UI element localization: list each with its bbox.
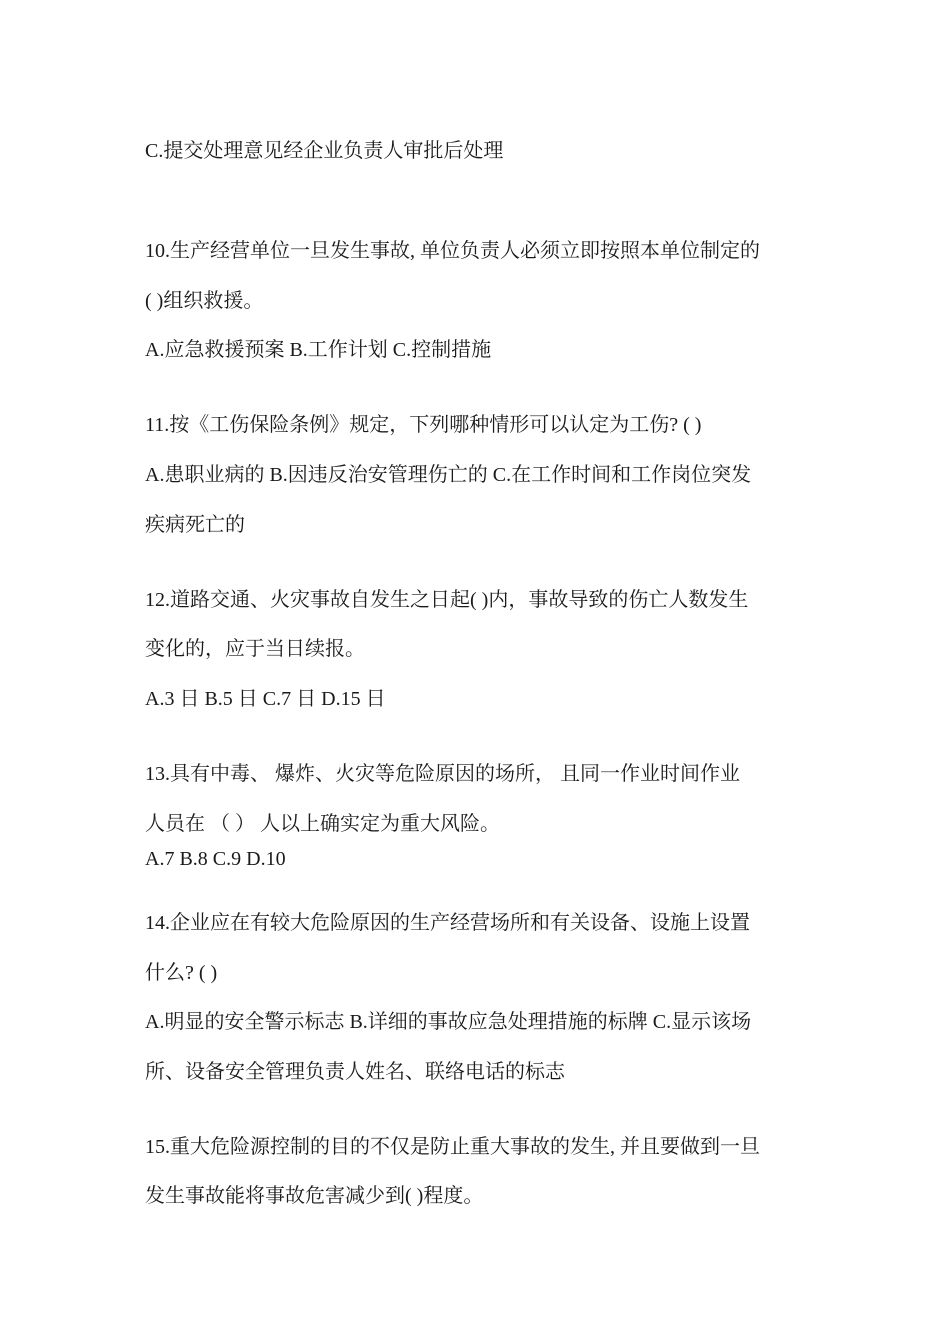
question-15-line-1: 15.重大危险源控制的目的不仅是防止重大事故的发生, 并且要做到一旦 (145, 1136, 760, 1158)
question-11-line-1: 11.按《工伤保险条例》规定，下列哪种情形可以认定为工伤? ( ) (145, 414, 702, 436)
question-14-line-1: 14.企业应在有较大危险原因的生产经营场所和有关设备、设施上设置 (145, 912, 750, 934)
question-12-options: A.3 日 B.5 日 C.7 日 D.15 日 (145, 688, 386, 710)
question-10-line-1: 10.生产经营单位一旦发生事故, 单位负责人必须立即按照本单位制定的 (145, 240, 760, 262)
question-14-options-line-2: 所、设备安全管理负责人姓名、联络电话的标志 (145, 1061, 565, 1083)
question-10-options: A.应急救援预案 B.工作计划 C.控制措施 (145, 339, 492, 361)
question-15-line-2: 发生事故能将事故危害减少到( )程度。 (145, 1185, 484, 1207)
question-14-options-line-1: A.明显的安全警示标志 B.详细的事故应急处理措施的标牌 C.显示该场 (145, 1011, 752, 1033)
text-line-1: C.提交处理意见经企业负责人审批后处理 (145, 140, 504, 162)
question-11-options-line-1: A.患职业病的 B.因违反治安管理伤亡的 C.在工作时间和工作岗位突发 (145, 464, 752, 486)
question-12-line-1: 12.道路交通、火灾事故自发生之日起( )内，事故导致的伤亡人数发生 (145, 589, 749, 611)
question-12-line-2: 变化的，应于当日续报。 (145, 638, 365, 660)
question-13-options: A.7 B.8 C.9 D.10 (145, 848, 286, 870)
question-13-line-2: 人员在 （ ） 人以上确实定为重大风险。 (145, 813, 500, 835)
question-10-line-2: ( )组织救援。 (145, 290, 264, 312)
question-13-line-1: 13.具有中毒、 爆炸、火灾等危险原因的场所， 且同一作业时间作业 (145, 763, 740, 785)
question-14-line-2: 什么? ( ) (145, 962, 218, 984)
question-11-options-line-2: 疾病死亡的 (145, 514, 245, 536)
